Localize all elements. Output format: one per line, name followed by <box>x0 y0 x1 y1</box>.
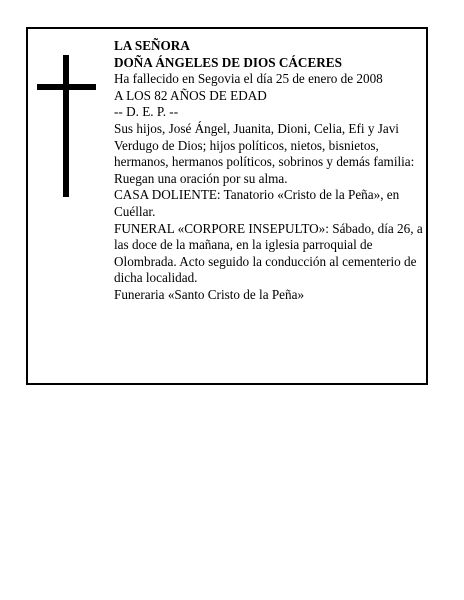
funeral-home: Funeraria «Santo Cristo de la Peña» <box>114 286 305 302</box>
funeral-details: FUNERAL «CORPORE INSEPULTO»: Sábado, día 26, a las doce de la mañana, en la iglesia parroquial de Olombrada. Acto seguido la conducción al cementerio de dicha localidad. <box>114 220 423 286</box>
death-info: Ha fallecido en Segovia el día 25 de enero de 2008 <box>114 71 383 87</box>
mourning-house: CASA DOLIENTE: Tanatorio «Cristo de la Peña», en Cuéllar. <box>114 187 400 219</box>
prayer-request: Ruegan una oración por su alma. <box>114 170 288 186</box>
family-list: Sus hijos, José Ángel, Juanita, Dioni, Celia, Efi y Javi Verdugo de Dios; hijos políticos, nietos, bisnietos, hermanos, hermanos políticos, sobrinos y demás familia: <box>114 120 415 170</box>
cross-horizontal-bar <box>37 84 96 90</box>
age-at-death: A LOS 82 AÑOS DE EDAD <box>114 87 267 103</box>
cross-vertical-bar <box>63 55 69 197</box>
rest-in-peace: -- D. E. P. -- <box>114 104 179 120</box>
notice-text <box>114 38 428 304</box>
deceased-name: DOÑA ÁNGELES DE DIOS CÁCERES <box>114 54 342 70</box>
notice-heading: LA SEÑORA <box>114 38 190 53</box>
